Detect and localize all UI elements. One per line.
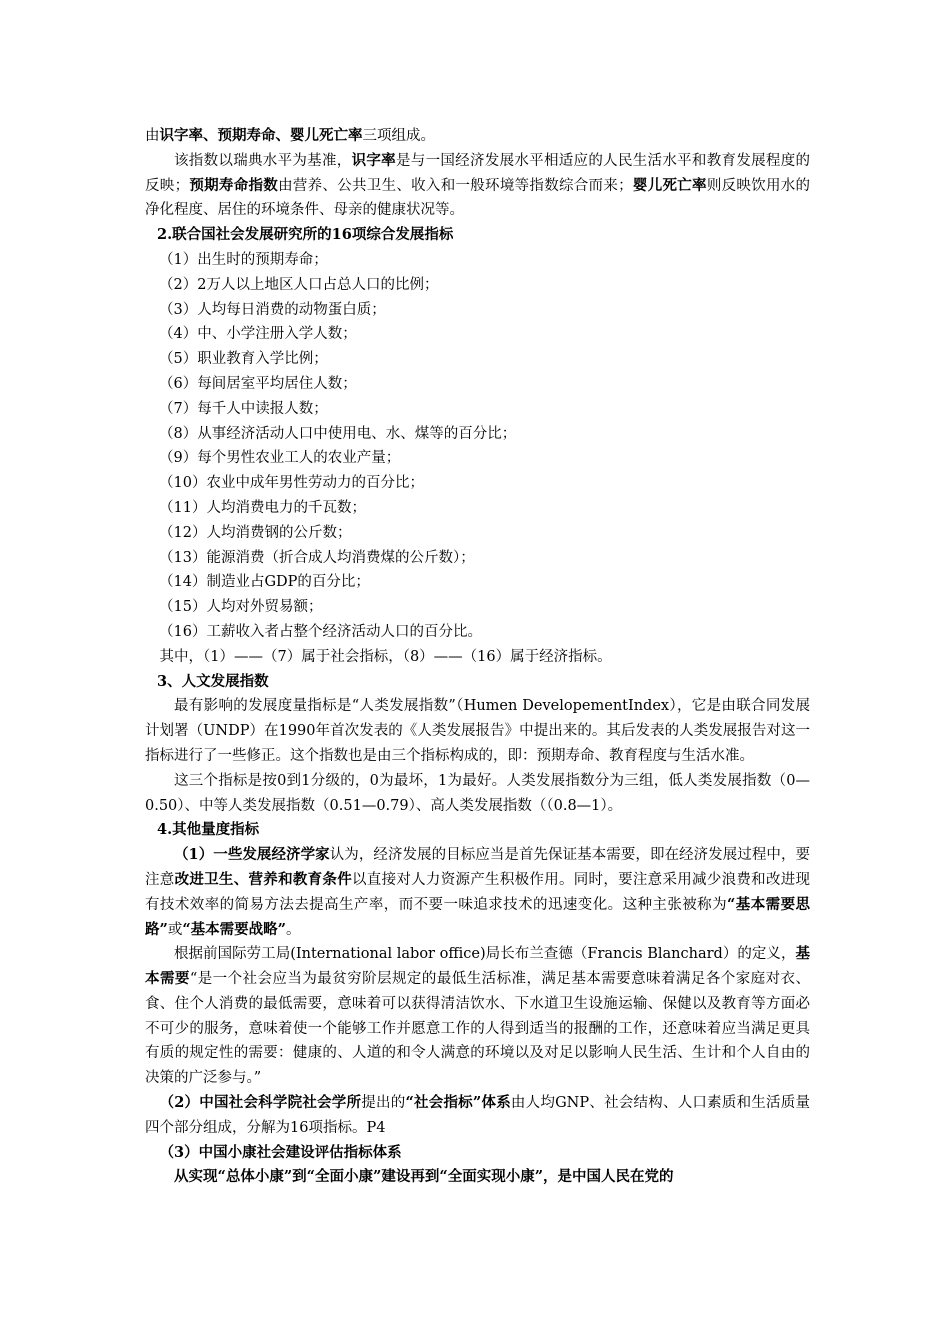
section-heading-3-text: 3、人文发展指数	[157, 672, 269, 690]
list-item: （6）每间居室平均居住人数；	[159, 375, 357, 392]
section-heading-4	[145, 818, 810, 843]
xiaokang-paragraph	[145, 1165, 810, 1190]
list-item: （8）从事经济活动人口中使用电、水、煤等的百分比；	[159, 425, 517, 442]
list-item: （13）能源消费（折合成人均消费煤的公斤数）；	[159, 549, 475, 566]
para4-text-b: 认为，经济发展的目标应当是首先保证基本需要，即在经济发展过程中，要注意	[145, 847, 811, 888]
para4-text-c: 改进卫生、营养和教育条件	[174, 870, 352, 888]
section-heading-2-text: 2.联合国社会发展研究所的16项综合发展指标	[157, 226, 454, 244]
index-basis-paragraph	[145, 149, 810, 223]
intro-text-a: 由	[145, 128, 160, 144]
para6-text-a: （2）中国社会科学院社会学所	[159, 1094, 362, 1112]
section-heading-5-text: （3）中国小康社会建设评估指标体系	[159, 1143, 402, 1161]
social-indicator-paragraph	[145, 1091, 810, 1141]
list-item: （14）制造业占GDP的百分比；	[159, 574, 370, 591]
para4-text-g: “基本需要战略”	[182, 920, 287, 938]
list-item: （16）工薪收入者占整个经济活动人口的百分比。	[159, 623, 482, 640]
hdi-scale-paragraph: 这三个指标是按0到1分级的，0为最坏，1为最好。人类发展指数分为三组，低人类发展指数（0—0.50）、中等人类发展指数（0.51—0.79）、高人类发展指数（（0.8—1）。	[145, 772, 810, 814]
document-body	[145, 124, 810, 1190]
para1-text-c: 是与一国经济发展水平相适应的人民生活水平和教育发展程度的反映；	[145, 152, 811, 194]
basic-needs-paragraph	[145, 843, 810, 942]
list-item: （9）每个男性农业工人的农业产量；	[159, 450, 401, 467]
para6-text-b: 提出的	[361, 1095, 406, 1112]
para1-text-b: 识字率	[351, 151, 396, 169]
intro-paragraph	[145, 124, 810, 149]
para6-text-c: “社会指标”体系	[405, 1094, 511, 1112]
para1-text-g: 则反映饮用水的净化程度、居住的环境条件、母亲的健康状况等。	[145, 177, 811, 219]
intro-text-c: 三项组成。	[362, 128, 435, 144]
list-item: （15）人均对外贸易额；	[159, 599, 323, 616]
hdi-paragraph: 最有影响的发展度量指标是“人类发展指数”（Humen DevelopementIndex），它是由联合同发展计划署（UNDP）在1990年首次发表的《人类发展报告》中提出来的。其后发表的人类发展报告对这一指标进行了一些修正。这个指数也是由三个指标构成的，即：预期寿命、教育程度与生活水准。	[145, 698, 810, 764]
list-item: （4）中、小学注册入学人数；	[159, 326, 357, 343]
summary-paragraph: 其中，（1）——（7）属于社会指标，（8）——（16）属于经济指标。	[159, 648, 612, 665]
para5-text-b: 基本需要	[145, 945, 810, 988]
section-heading-4-text: 4.其他量度指标	[157, 821, 260, 839]
para4-text-e: “基本需要思路”	[145, 895, 811, 938]
para6-text-d: 由人均GNP、社会结构、人口素质和生活质量四个部分组成，分解为16项指标。P4	[145, 1095, 811, 1136]
para4-text-a: （1）一些发展经济学家	[174, 846, 330, 864]
list-item: （11）人均消费电力的千瓦数；	[159, 499, 366, 516]
para5-text-c: “是一个社会应当为最贫穷阶层规定的最低生活标准，满足基本需要意味着满足各个家庭对衣、食、住个人消费的最低需要，意味着可以获得清洁饮水、下水道卫生设施运输、保健以及教育等方面必不可少的服务，意味着使一个能够工作并愿意工作的人得到适当的报酬的工作，还意味着应当满足更具有质的规定性的需要：健康的、人道的和令人满意的环境以及对足以影响人民生活、生计和个人自由的决策的广泛参与。”	[145, 971, 810, 1087]
list-item: （12）人均消费钢的公斤数；	[159, 524, 352, 541]
list-item: （1）出生时的预期寿命；	[159, 251, 328, 268]
para5-text-a: 根据前国际劳工局(International labor office)局长布兰查德（Francis Blanchard）的定义，	[174, 946, 796, 963]
list-item: （7）每千人中读报人数；	[159, 400, 328, 417]
section-heading-2	[145, 223, 810, 248]
para4-text-d: 以直接对人力资源产生积极作用。同时，要注意采用减少浪费和改进现有技术效率的简易方法去提高生产率，而不要一味追求技术的迅速变化。这种主张被称为	[145, 871, 811, 913]
list-item: （10）农业中成年男性劳动力的百分比；	[159, 475, 424, 492]
list-item: （3）人均每日消费的动物蛋白质；	[159, 301, 386, 318]
para1-text-f: 婴儿死亡率	[632, 176, 707, 194]
para7-text: 从实现“总体小康”到“全面小康”建设再到“全面实现小康”，是中国人民在党的	[174, 1168, 674, 1186]
para4-text-f: 或	[167, 921, 183, 938]
intro-text-b: 识字率、预期寿命、婴儿死亡率	[159, 127, 363, 144]
para1-text-a: 该指数以瑞典水平为基准，	[174, 152, 352, 169]
section-heading-5	[145, 1141, 810, 1166]
para1-text-e: 由营养、公共卫生、收入和一般环境等指数综合而来；	[278, 177, 633, 194]
list-item: （5）职业教育入学比例；	[159, 351, 328, 368]
para4-text-h: 。	[286, 921, 301, 938]
list-item: （2）2万人以上地区人口占总人口的比例；	[159, 276, 439, 293]
section-heading-3	[145, 670, 810, 695]
para1-text-d: 预期寿命指数	[189, 176, 279, 194]
definition-paragraph	[145, 942, 810, 1091]
